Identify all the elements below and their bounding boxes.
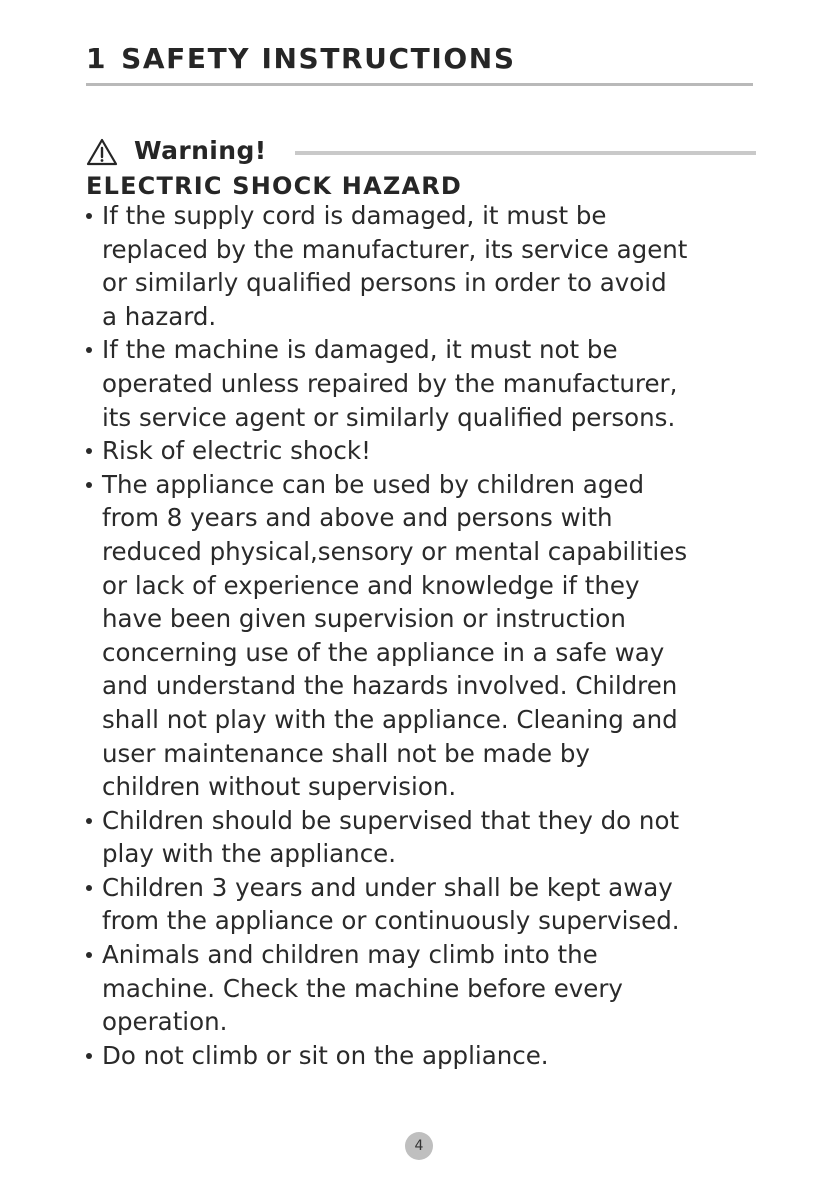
bullet-icon (86, 347, 92, 353)
section-header (86, 40, 753, 88)
list-item (86, 871, 762, 938)
bullet-icon (86, 818, 92, 824)
safety-list (86, 199, 762, 1072)
list-item (86, 333, 762, 434)
list-item-line: concerning use of the appliance in a safe way (102, 637, 665, 667)
list-item (86, 434, 762, 468)
list-item-line: its service agent or similarly qualified persons. (102, 402, 676, 432)
warning-divider (295, 151, 756, 155)
list-item-line: from the appliance or continuously supervised. (102, 906, 680, 936)
section-divider (86, 83, 753, 86)
list-item-line: operated unless repaired by the manufacturer, (102, 368, 678, 398)
list-item-line: machine. Check the machine before every (102, 973, 623, 1003)
page-title (86, 42, 516, 75)
list-item-line: Do not climb or sit on the appliance. (102, 1040, 549, 1070)
bullet-icon (86, 885, 92, 891)
list-item (86, 1039, 762, 1073)
bullet-icon (86, 482, 92, 488)
list-item (86, 468, 762, 804)
list-item-line: Animals and children may climb into the (102, 940, 598, 970)
list-item-line: have been given supervision or instruction (102, 604, 626, 634)
list-item-line: a hazard. (102, 301, 217, 331)
list-item-line: or similarly qualified persons in order to avoid (102, 268, 667, 298)
warning-title: Warning! (134, 136, 267, 165)
bullet-icon (86, 1053, 92, 1059)
list-item-line: from 8 years and above and persons with (102, 503, 613, 533)
section-number: 1 (86, 42, 108, 75)
hazard-title: ELECTRIC SHOCK HAZARD (86, 172, 463, 200)
list-item-line: Children should be supervised that they do not (102, 805, 680, 835)
list-item-line: operation. (102, 1007, 228, 1037)
bullet-icon (86, 448, 92, 454)
warning-heading (86, 136, 756, 170)
bullet-icon (86, 213, 92, 219)
page-number: 4 (405, 1132, 433, 1160)
list-item-line: If the supply cord is damaged, it must be (102, 201, 607, 230)
section-title-text: SAFETY INSTRUCTIONS (121, 42, 516, 75)
list-item-line: reduced physical,sensory or mental capabilities (102, 536, 688, 566)
list-item-line: or lack of experience and knowledge if they (102, 570, 640, 600)
warning-triangle-icon (86, 138, 118, 166)
list-item-line: Children 3 years and under shall be kept away (102, 872, 673, 902)
list-item (86, 199, 762, 333)
list-item-line: play with the appliance. (102, 839, 397, 869)
list-item-line: children without supervision. (102, 772, 457, 802)
list-item-line: user maintenance shall not be made by (102, 738, 590, 768)
list-item-line: and understand the hazards involved. Children (102, 671, 678, 701)
bullet-icon (86, 952, 92, 958)
list-item-line: replaced by the manufacturer, its service agent (102, 234, 688, 264)
list-item-line: shall not play with the appliance. Cleaning and (102, 704, 678, 734)
list-item-line: If the machine is damaged, it must not be (102, 335, 618, 365)
list-item-line: The appliance can be used by children aged (102, 469, 644, 499)
list-item (86, 804, 762, 871)
list-item-line: Risk of electric shock! (102, 436, 371, 466)
list-item (86, 938, 762, 1039)
